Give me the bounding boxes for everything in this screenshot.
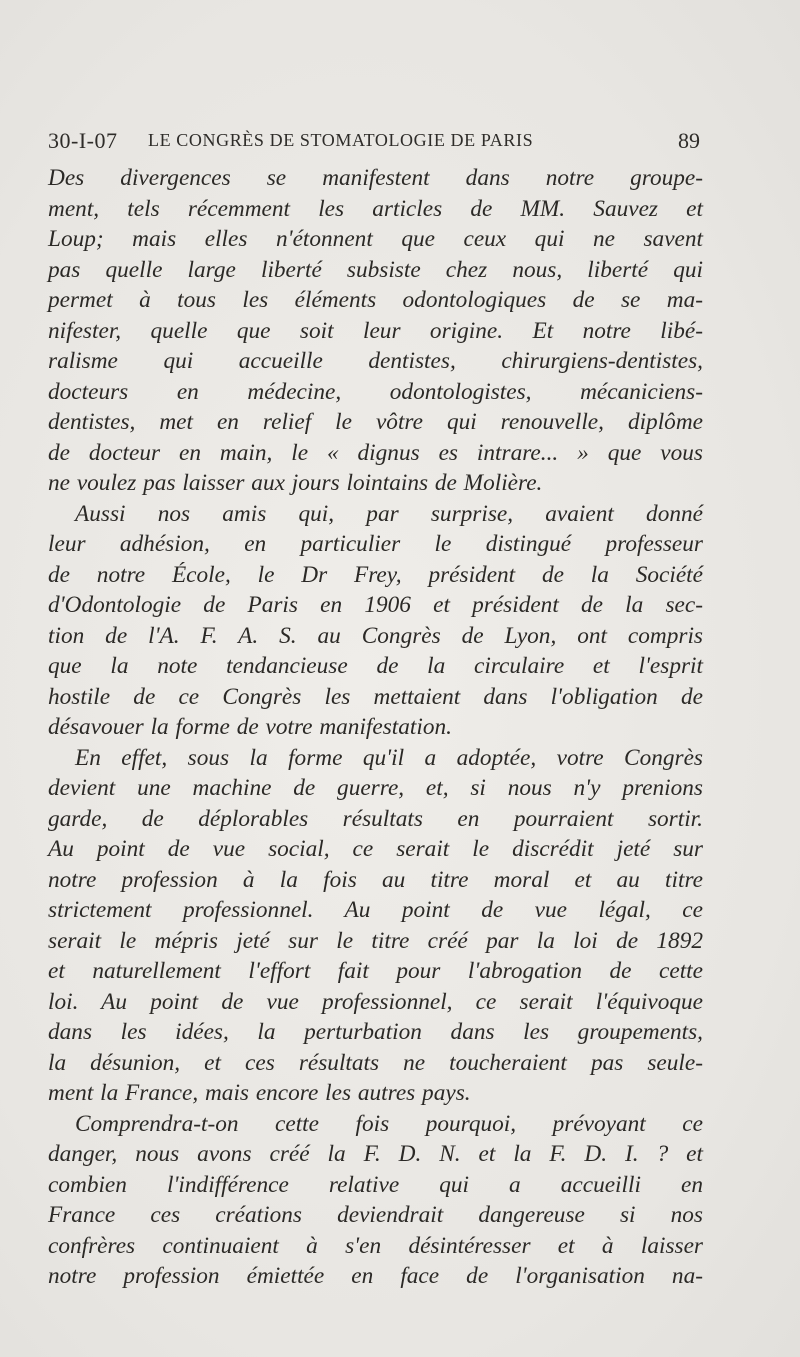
text-line: notre profession à la fois au titre moral et au titre: [48, 866, 703, 893]
text-line: notre profession émiettée en face de l'organisation na-: [48, 1263, 703, 1289]
text-line: Des divergences se manifestent dans notre groupe-: [48, 165, 703, 191]
text-line: tion de l'A. F. A. S. au Congrès de Lyon, ont compris: [48, 622, 703, 649]
text-line: ralisme qui accueille dentistes, chirurgiens-dentistes,: [48, 348, 703, 374]
text-line: Comprendra-t-on cette fois pourquoi, prévoyant ce: [75, 1110, 703, 1137]
page-number: 89: [678, 128, 700, 153]
running-header: [48, 128, 700, 158]
text-line: dans les idées, la perturbation dans les groupements,: [48, 1019, 703, 1045]
text-line: pas quelle large liberté subsiste chez nous, liberté qui: [48, 256, 703, 283]
text-line: Aussi nos amis qui, par surprise, avaient donné: [75, 500, 703, 527]
text-line: que la note tendancieuse de la circulaire et l'esprit: [48, 653, 703, 679]
text-line: strictement professionnel. Au point de vue légal, ce: [48, 897, 703, 923]
text-line: la désunion, et ces résultats ne toucheraient pas seule-: [48, 1049, 703, 1076]
text-line: Loup; mais elles n'étonnent que ceux qui ne savent: [48, 226, 703, 252]
header-title: LE CONGRÈS DE STOMATOLOGIE DE PARIS: [148, 130, 534, 150]
text-line: ne voulez pas laisser aux jours lointains de Molière.: [48, 470, 543, 496]
text-line: combien l'indifférence relative qui a accueilli en: [48, 1171, 703, 1198]
text-line: désavouer la forme de votre manifestation.: [48, 714, 452, 740]
text-line: serait le mépris jeté sur le titre créé par la loi de 1892: [48, 927, 703, 954]
header-date: 30-I-07: [48, 128, 118, 153]
text-line: En effet, sous la forme qu'il a adoptée, votre Congrès: [75, 744, 703, 771]
text-line: ment, tels récemment les articles de MM. Sauvez et: [48, 195, 703, 222]
text-line: d'Odontologie de Paris en 1906 et président de la sec-: [48, 592, 703, 618]
text-line: danger, nous avons créé la F. D. N. et la F. D. I. ? et: [48, 1141, 703, 1167]
text-line: Au point de vue social, ce serait le discrédit jeté sur: [48, 836, 703, 862]
text-line: garde, de déplorables résultats en pourraient sortir.: [48, 805, 703, 832]
text-line: loi. Au point de vue professionnel, ce serait l'équivoque: [48, 988, 703, 1015]
text-line: dentistes, met en relief le vôtre qui renouvelle, diplôme: [48, 409, 703, 435]
text-line: docteurs en médecine, odontologistes, mécaniciens-: [48, 378, 703, 405]
text-line: France ces créations deviendrait dangereuse si nos: [48, 1202, 703, 1228]
text-line: leur adhésion, en particulier le distingué professeur: [48, 531, 703, 557]
text-line: confrères continuaient à s'en désintéresser et à laisser: [48, 1232, 703, 1259]
text-line: ment la France, mais encore les autres pays.: [48, 1080, 471, 1106]
text-line: de docteur en main, le « dignus es intrare... » que vous: [48, 439, 703, 466]
text-line: et naturellement l'effort fait pour l'abrogation de cette: [48, 958, 703, 984]
text-line: permet à tous les éléments odontologiques de se ma-: [48, 287, 703, 313]
text-line: hostile de ce Congrès les mettaient dans l'obligation de: [48, 683, 703, 710]
text-line: nifester, quelle que soit leur origine. Et notre libé-: [48, 317, 703, 344]
text-line: de notre École, le Dr Frey, président de la Société: [48, 561, 703, 588]
body-text: [48, 163, 703, 1292]
text-line: devient une machine de guerre, et, si nous n'y prenions: [48, 775, 703, 801]
